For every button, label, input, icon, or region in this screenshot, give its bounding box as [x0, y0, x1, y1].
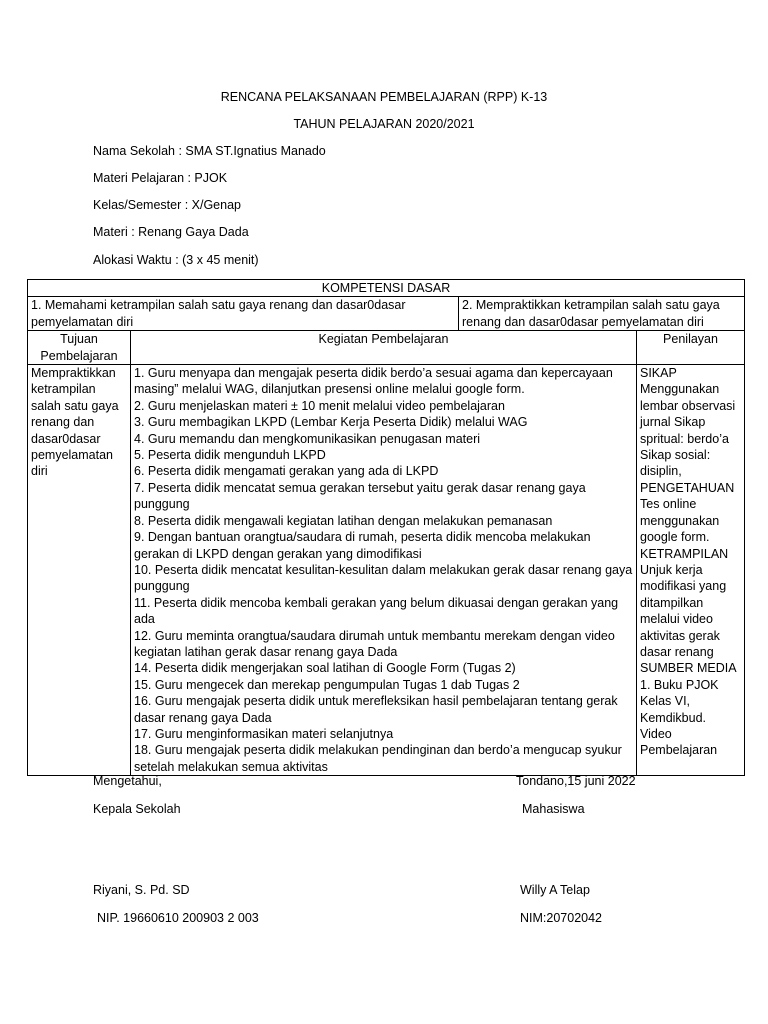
kegiatan-item: 10. Peserta didik mencatat kesulitan-kesulitan dalam melakukan gerak dasar renang gaya punggung	[134, 562, 633, 594]
col-header-kegiatan: Kegiatan Pembelajaran	[131, 331, 637, 365]
kegiatan-item: 18. Guru mengajak peserta didik melakukan pendinginan dan berdo’a mengucap syukur setelah melakukan semua aktivitas	[134, 743, 622, 774]
kegiatan-item: 1. Guru menyapa dan mengajak peserta didik berdo’a sesuai agama dan kepercayaan masing” melalui WAG, dilanjutkan presensi online melalui google form.	[134, 366, 613, 397]
document-title: RENCANA PELAKSANAAN PEMBELAJARAN (RPP) K-13	[220, 90, 548, 104]
kegiatan-item: 9. Dengan bantuan orangtua/saudara di rumah, peserta didik mencoba melakukan gerakan di LKPD dengan gerakan yang dimodifikasi	[134, 530, 591, 561]
footer-nim: NIM:20702042	[520, 911, 603, 925]
footer-student-title: Mahasiswa	[522, 802, 585, 816]
footer-nip: NIP. 19660610 200903 2 003	[97, 911, 259, 925]
kegiatan-cell	[131, 365, 637, 776]
info-subject: Materi Pelajaran : PJOK	[93, 171, 228, 185]
footer-student-name: Willy A Telap	[520, 883, 590, 897]
penilayan-cell: SIKAP Menggunakan lembar observasi jurnal Sikap spritual: berdo’a Sikap sosial: disiplin, PENGETAHUAN Tes online menggunakan google form. KETRAMPILAN Unjuk kerja modifikasi yang ditampilkan melalui video aktivitas gerak dasar renang SUMBER MEDIA 1. Buku PJOK Kelas VI, Kemdikbud. Video Pembelajaran	[637, 365, 745, 776]
kegiatan-item: 4. Guru memandu dan mengkomunikasikan penugasan materi	[134, 431, 481, 446]
kd-1: 1. Memahami ketrampilan salah satu gaya renang dan dasar0dasar pemyelamatan diri	[28, 297, 459, 331]
footer-principal-title: Kepala Sekolah	[93, 802, 181, 816]
info-class-semester: Kelas/Semester : X/Genap	[93, 198, 241, 212]
kd-2: 2. Mempraktikkan ketrampilan salah satu gaya renang dan dasar0dasar pemyelamatan diri	[459, 297, 745, 331]
footer-place-date: Tondano,15 juni 2022	[516, 774, 636, 788]
info-school: Nama Sekolah : SMA ST.Ignatius Manado	[93, 144, 326, 158]
kegiatan-item: 17. Guru menginformasikan materi selanjutnya	[134, 726, 394, 741]
kegiatan-item: 5. Peserta didik mengunduh LKPD	[134, 448, 326, 463]
kegiatan-item: 2. Guru menjelaskan materi ± 10 menit melalui video pembelajaran	[134, 398, 505, 413]
tujuan-cell: Mempraktikkan ketrampilan salah satu gaya renang dan dasar0dasar pemyelamatan diri	[28, 365, 131, 776]
info-time-allocation: Alokasi Waktu : (3 x 45 menit)	[93, 253, 259, 267]
kd-header: KOMPETENSI DASAR	[28, 280, 745, 297]
col-header-penilayan: Penilayan	[637, 331, 745, 365]
kegiatan-item: 7. Peserta didik mencatat semua gerakan tersebut yaitu gerak dasar renang gaya punggung	[134, 480, 586, 512]
kegiatan-item: 8. Peserta didik mengawali kegiatan latihan dengan melakukan pemanasan	[134, 513, 553, 528]
academic-year: TAHUN PELAJARAN 2020/2021	[293, 117, 475, 131]
footer-principal-name: Riyani, S. Pd. SD	[93, 883, 190, 897]
kegiatan-item: 16. Guru mengajak peserta didik untuk merefleksikan hasil pembelajaran tentang gerak dasar renang gaya Dada	[134, 694, 618, 725]
col-header-tujuan: Tujuan Pembelajaran	[28, 331, 131, 365]
kegiatan-item: 15. Guru mengecek dan merekap pengumpulan Tugas 1 dab Tugas 2	[134, 677, 520, 692]
kegiatan-item: 3. Guru membagikan LKPD (Lembar Kerja Peserta Didik) melalui WAG	[134, 415, 528, 430]
kegiatan-list	[134, 365, 633, 775]
kegiatan-item: 14. Peserta didik mengerjakan soal latihan di Google Form (Tugas 2)	[134, 661, 516, 676]
info-material: Materi : Renang Gaya Dada	[93, 225, 249, 239]
kegiatan-item: 11. Peserta didik mencoba kembali gerakan yang belum dikuasai dengan gerakan yang ada	[134, 595, 619, 627]
rpp-table	[27, 279, 745, 776]
kegiatan-item: 12. Guru meminta orangtua/saudara dirumah untuk membantu merekam dengan video kegiatan latihan gerak dasar renang gaya Dada	[134, 628, 615, 659]
kegiatan-item: 6. Peserta didik mengamati gerakan yang ada di LKPD	[134, 464, 439, 479]
footer-acknowledged: Mengetahui,	[93, 774, 162, 788]
